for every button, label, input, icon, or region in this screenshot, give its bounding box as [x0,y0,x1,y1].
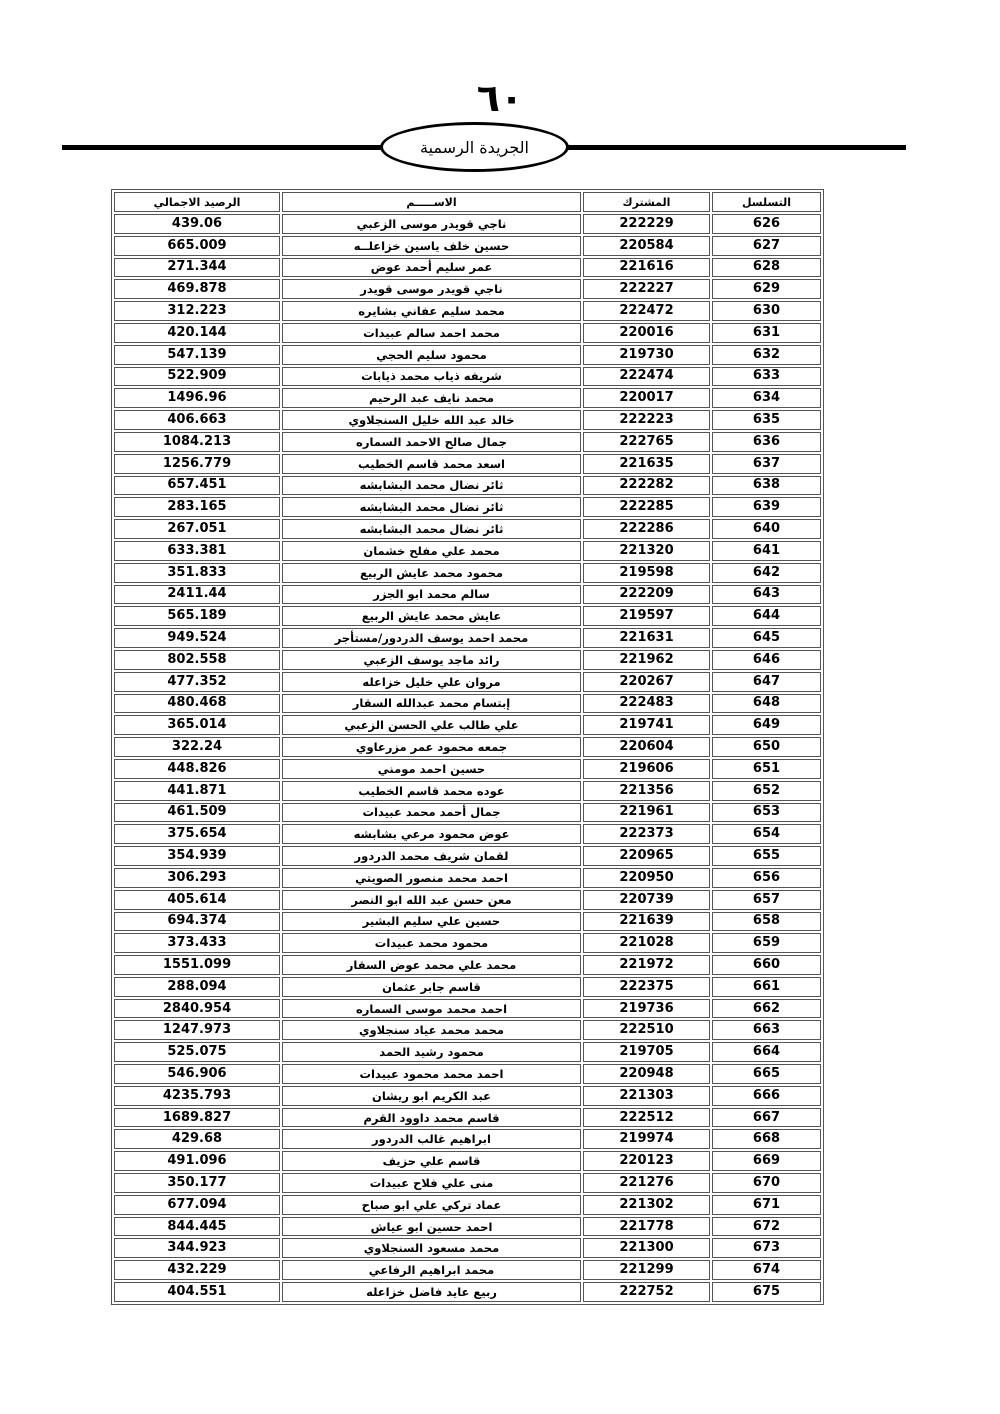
cell-serial: 645 [712,628,821,648]
cell-serial: 655 [712,846,821,866]
cell-subscriber: 221635 [583,454,710,474]
table-row [114,1108,821,1128]
cell-subscriber: 222752 [583,1282,710,1302]
cell-subscriber: 220017 [583,388,710,408]
table-row [114,236,821,256]
cell-serial: 665 [712,1064,821,1084]
cell-serial: 656 [712,868,821,888]
cell-name: محمد احمد يوسف الدردور/مستأجر [282,628,581,648]
table-row [114,606,821,626]
cell-name: جمعه محمود عمر مزرعاوي [282,737,581,757]
cell-balance: 469.878 [114,279,280,299]
cell-subscriber: 221639 [583,912,710,932]
roster-table-body [114,214,821,1302]
table-row [114,585,821,605]
cell-name: شريفه ذياب محمد ذيابات [282,367,581,387]
table-row [114,476,821,496]
table-row [114,541,821,561]
cell-name: عايش محمد عايش الربيع [282,606,581,626]
cell-subscriber: 221302 [583,1195,710,1215]
cell-name: ربيع عايد فاضل خزاعله [282,1282,581,1302]
cell-balance: 677.094 [114,1195,280,1215]
cell-balance: 267.051 [114,519,280,539]
cell-serial: 633 [712,367,821,387]
table-row [114,1173,821,1193]
cell-balance: 1689.827 [114,1108,280,1128]
table-row [114,214,821,234]
cell-serial: 660 [712,955,821,975]
cell-name: محمود رشيد الحمد [282,1042,581,1062]
cell-name: احمد حسين ابو عياش [282,1217,581,1237]
table-row [114,497,821,517]
cell-subscriber: 221972 [583,955,710,975]
cell-name: علي طالب علي الحسن الزعبي [282,715,581,735]
cell-serial: 663 [712,1020,821,1040]
table-row [114,1129,821,1149]
cell-subscriber: 222223 [583,410,710,430]
cell-balance: 665.009 [114,236,280,256]
cell-subscriber: 221276 [583,1173,710,1193]
cell-balance: 354.939 [114,846,280,866]
cell-balance: 429.68 [114,1129,280,1149]
cell-balance: 565.189 [114,606,280,626]
cell-name: عماد تركي علي ابو صباح [282,1195,581,1215]
cell-subscriber: 219598 [583,563,710,583]
cell-serial: 667 [712,1108,821,1128]
cell-subscriber: 222227 [583,279,710,299]
publication-title: الجريدة الرسمية [419,137,529,157]
table-row [114,1086,821,1106]
cell-balance: 546.906 [114,1064,280,1084]
cell-subscriber: 222510 [583,1020,710,1040]
cell-name: حسين علي سليم البشير [282,912,581,932]
cell-subscriber: 219730 [583,345,710,365]
cell-balance: 694.374 [114,912,280,932]
cell-name: عمر سليم أحمد عوض [282,258,581,278]
header-oval [380,122,569,172]
cell-serial: 652 [712,781,821,801]
cell-name: محمود محمد عبيدات [282,933,581,953]
cell-serial: 647 [712,672,821,692]
cell-balance: 844.445 [114,1217,280,1237]
cell-subscriber: 220267 [583,672,710,692]
cell-name: منى علي فلاح عبيدات [282,1173,581,1193]
cell-serial: 629 [712,279,821,299]
cell-serial: 672 [712,1217,821,1237]
cell-balance: 344.923 [114,1238,280,1258]
cell-serial: 662 [712,999,821,1019]
cell-name: عوض محمود مرعي بشابشه [282,824,581,844]
cell-subscriber: 219736 [583,999,710,1019]
table-row [114,323,821,343]
table-row [114,650,821,670]
cell-balance: 283.165 [114,497,280,517]
cell-name: محمد ابراهيم الرفاعي [282,1260,581,1280]
roster-table-container [111,189,820,1305]
cell-serial: 632 [712,345,821,365]
table-row [114,563,821,583]
table-row [114,1238,821,1258]
cell-balance: 312.223 [114,301,280,321]
cell-subscriber: 219705 [583,1042,710,1062]
cell-serial: 627 [712,236,821,256]
column-header-serial: التسلسل [712,192,821,212]
cell-balance: 448.826 [114,759,280,779]
cell-serial: 666 [712,1086,821,1106]
column-header-subscriber: المشترك [583,192,710,212]
cell-balance: 306.293 [114,868,280,888]
cell-subscriber: 221616 [583,258,710,278]
cell-subscriber: 221320 [583,541,710,561]
cell-name: احمد محمد محمود عبيدات [282,1064,581,1084]
cell-serial: 673 [712,1238,821,1258]
cell-serial: 654 [712,824,821,844]
cell-name: محمد مسعود السنجلاوي [282,1238,581,1258]
cell-subscriber: 221356 [583,781,710,801]
cell-subscriber: 219606 [583,759,710,779]
cell-name: محمد علي محمد عوض السقار [282,955,581,975]
cell-serial: 664 [712,1042,821,1062]
cell-name: عوده محمد قاسم الخطيب [282,781,581,801]
cell-name: ابراهيم غالب الدردور [282,1129,581,1149]
cell-serial: 637 [712,454,821,474]
cell-subscriber: 222483 [583,694,710,714]
cell-subscriber: 220965 [583,846,710,866]
cell-serial: 675 [712,1282,821,1302]
table-row [114,868,821,888]
cell-balance: 1496.96 [114,388,280,408]
table-row [114,345,821,365]
cell-name: محمد محمد عياد سنجلاوي [282,1020,581,1040]
table-row [114,279,821,299]
cell-name: ثائر نضال محمد البشابشه [282,497,581,517]
cell-balance: 350.177 [114,1173,280,1193]
cell-subscriber: 221778 [583,1217,710,1237]
table-row [114,454,821,474]
cell-subscriber: 221028 [583,933,710,953]
cell-balance: 1247.973 [114,1020,280,1040]
cell-balance: 441.871 [114,781,280,801]
cell-subscriber: 221631 [583,628,710,648]
cell-subscriber: 221303 [583,1086,710,1106]
cell-subscriber: 222472 [583,301,710,321]
cell-serial: 626 [712,214,821,234]
cell-name: إبتسام محمد عبدالله السقار [282,694,581,714]
cell-name: محمد احمد سالم عبيدات [282,323,581,343]
cell-name: اسعد محمد قاسم الخطيب [282,454,581,474]
cell-name: عبد الكريم ابو ريشان [282,1086,581,1106]
cell-name: معن حسن عبد الله ابو النصر [282,890,581,910]
table-row [114,890,821,910]
cell-name: احمد محمد موسى السماره [282,999,581,1019]
cell-name: لقمان شريف محمد الدردور [282,846,581,866]
table-row [114,999,821,1019]
table-row [114,803,821,823]
table-row [114,628,821,648]
cell-name: محمود سليم الحجي [282,345,581,365]
cell-balance: 657.451 [114,476,280,496]
cell-balance: 2840.954 [114,999,280,1019]
cell-serial: 674 [712,1260,821,1280]
cell-name: محمد علي مفلح خشمان [282,541,581,561]
cell-name: محمد نايف عبد الرحيم [282,388,581,408]
table-row [114,301,821,321]
table-row [114,1042,821,1062]
table-row [114,977,821,997]
cell-name: حسين احمد مومني [282,759,581,779]
cell-subscriber: 220604 [583,737,710,757]
cell-serial: 644 [712,606,821,626]
cell-balance: 1084.213 [114,432,280,452]
table-row [114,1064,821,1084]
cell-balance: 525.075 [114,1042,280,1062]
cell-serial: 671 [712,1195,821,1215]
cell-serial: 634 [712,388,821,408]
cell-subscriber: 222209 [583,585,710,605]
cell-balance: 1256.779 [114,454,280,474]
cell-subscriber: 222375 [583,977,710,997]
cell-subscriber: 220584 [583,236,710,256]
table-row [114,519,821,539]
cell-serial: 659 [712,933,821,953]
cell-balance: 420.144 [114,323,280,343]
cell-balance: 322.24 [114,737,280,757]
table-row [114,388,821,408]
cell-name: خالد عبد الله خليل السنجلاوي [282,410,581,430]
cell-serial: 648 [712,694,821,714]
cell-serial: 651 [712,759,821,779]
cell-serial: 640 [712,519,821,539]
cell-balance: 461.509 [114,803,280,823]
cell-name: محمود محمد عايش الربيع [282,563,581,583]
page-number: ٦٠ [476,76,524,120]
cell-subscriber: 220739 [583,890,710,910]
cell-name: ثائر نضال محمد البشابشه [282,476,581,496]
cell-balance: 4235.793 [114,1086,280,1106]
cell-name: قاسم جابر عثمان [282,977,581,997]
table-row [114,1217,821,1237]
cell-subscriber: 222229 [583,214,710,234]
cell-serial: 638 [712,476,821,496]
cell-subscriber: 221300 [583,1238,710,1258]
cell-serial: 631 [712,323,821,343]
table-row [114,1282,821,1302]
cell-name: ناجي قويدر موسى الزعبي [282,214,581,234]
column-header-balance: الرصيد الاجمالي [114,192,280,212]
cell-serial: 661 [712,977,821,997]
cell-subscriber: 221961 [583,803,710,823]
cell-serial: 642 [712,563,821,583]
cell-subscriber: 222285 [583,497,710,517]
table-row [114,694,821,714]
cell-name: ناجي قويدر موسى قويدر [282,279,581,299]
cell-serial: 630 [712,301,821,321]
cell-subscriber: 219597 [583,606,710,626]
cell-balance: 373.433 [114,933,280,953]
cell-serial: 639 [712,497,821,517]
cell-serial: 628 [712,258,821,278]
table-row [114,410,821,430]
cell-balance: 491.096 [114,1151,280,1171]
table-row [114,1020,821,1040]
cell-balance: 404.551 [114,1282,280,1302]
cell-balance: 365.014 [114,715,280,735]
cell-balance: 406.663 [114,410,280,430]
cell-subscriber: 222282 [583,476,710,496]
cell-balance: 271.344 [114,258,280,278]
cell-name: جمال أحمد محمد عبيدات [282,803,581,823]
cell-balance: 477.352 [114,672,280,692]
cell-subscriber: 221299 [583,1260,710,1280]
cell-serial: 653 [712,803,821,823]
cell-name: جمال صالح الاحمد السماره [282,432,581,452]
table-row [114,672,821,692]
cell-name: حسين خلف ياسين خزاعلــه [282,236,581,256]
table-row [114,933,821,953]
cell-serial: 649 [712,715,821,735]
cell-serial: 636 [712,432,821,452]
cell-serial: 650 [712,737,821,757]
cell-balance: 405.614 [114,890,280,910]
cell-name: قاسم علي حزيف [282,1151,581,1171]
table-row [114,759,821,779]
table-row [114,737,821,757]
cell-balance: 633.381 [114,541,280,561]
table-row [114,432,821,452]
table-row [114,258,821,278]
table-header-row [114,192,821,212]
cell-balance: 949.524 [114,628,280,648]
cell-serial: 635 [712,410,821,430]
cell-name: قاسم محمد داوود القرم [282,1108,581,1128]
cell-serial: 646 [712,650,821,670]
cell-name: محمد سليم عفاني بشايره [282,301,581,321]
cell-name: سالم محمد ابو الجزر [282,585,581,605]
table-row [114,1260,821,1280]
cell-balance: 547.139 [114,345,280,365]
cell-serial: 641 [712,541,821,561]
table-row [114,912,821,932]
cell-serial: 670 [712,1173,821,1193]
roster-table [111,189,824,1305]
cell-serial: 658 [712,912,821,932]
cell-subscriber: 219741 [583,715,710,735]
cell-subscriber: 222512 [583,1108,710,1128]
cell-balance: 480.468 [114,694,280,714]
column-header-name: الاســـــم [282,192,581,212]
table-row [114,367,821,387]
cell-serial: 668 [712,1129,821,1149]
cell-balance: 375.654 [114,824,280,844]
cell-balance: 1551.099 [114,955,280,975]
cell-balance: 2411.44 [114,585,280,605]
cell-subscriber: 222765 [583,432,710,452]
cell-serial: 643 [712,585,821,605]
cell-subscriber: 220016 [583,323,710,343]
cell-serial: 669 [712,1151,821,1171]
cell-serial: 657 [712,890,821,910]
cell-subscriber: 220950 [583,868,710,888]
cell-name: ثائر نضال محمد البشابشه [282,519,581,539]
cell-subscriber: 222373 [583,824,710,844]
cell-subscriber: 220948 [583,1064,710,1084]
cell-name: احمد محمد منصور الصويتي [282,868,581,888]
table-row [114,955,821,975]
table-row [114,715,821,735]
cell-subscriber: 222474 [583,367,710,387]
cell-subscriber: 221962 [583,650,710,670]
table-row [114,781,821,801]
table-row [114,1195,821,1215]
cell-balance: 432.229 [114,1260,280,1280]
cell-balance: 439.06 [114,214,280,234]
cell-balance: 522.909 [114,367,280,387]
cell-subscriber: 219974 [583,1129,710,1149]
cell-name: مروان علي خليل خزاعله [282,672,581,692]
table-row [114,1151,821,1171]
table-row [114,846,821,866]
cell-subscriber: 222286 [583,519,710,539]
cell-subscriber: 220123 [583,1151,710,1171]
cell-balance: 288.094 [114,977,280,997]
table-row [114,824,821,844]
cell-balance: 802.558 [114,650,280,670]
cell-name: رائد ماجد يوسف الزعبي [282,650,581,670]
cell-balance: 351.833 [114,563,280,583]
